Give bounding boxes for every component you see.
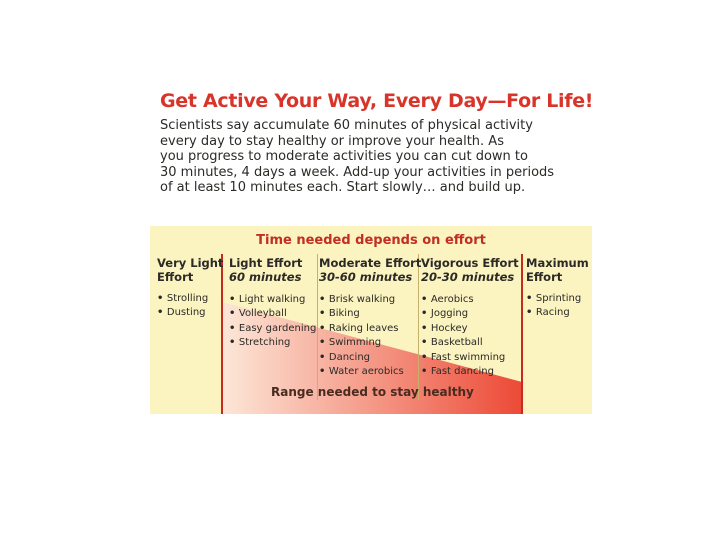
- effort-column-maximum: [526, 256, 589, 321]
- activity-item: • Raking leaves: [319, 322, 421, 336]
- page-title: Get Active Your Way, Every Day—For Life!: [160, 90, 594, 112]
- chart-title: Time needed depends on effort: [256, 233, 486, 248]
- activity-item: • Aerobics: [421, 293, 519, 307]
- activity-list: [526, 292, 589, 321]
- column-duration: 60 minutes: [229, 270, 302, 284]
- effort-column-very-light: [157, 256, 223, 321]
- intro-line: Scientists say accumulate 60 minutes of physical activity: [160, 118, 533, 133]
- activity-item: • Swimming: [319, 336, 421, 350]
- intro-line: 30 minutes, 4 days a week. Add-up your activities in periods: [160, 164, 555, 180]
- activity-item: • Water aerobics: [319, 365, 421, 379]
- intro-paragraph: [160, 118, 580, 196]
- column-heading: Very Light: [157, 256, 224, 270]
- activity-item: • Dancing: [319, 351, 421, 365]
- effort-column-vigorous: [421, 256, 519, 379]
- activity-item: • Racing: [526, 306, 589, 320]
- intro-line: every day to stay healthy or improve your health. As: [160, 133, 504, 149]
- intro-line: of at least 10 minutes each. Start slowly… and build up.: [160, 180, 526, 196]
- activity-item: • Stretching: [229, 336, 316, 350]
- activity-item: • Jogging: [421, 307, 519, 321]
- activity-item: • Sprinting: [526, 292, 589, 306]
- intro-line: you progress to moderate activities you can cut down to: [160, 149, 528, 165]
- activity-item: • Strolling: [157, 292, 223, 306]
- effort-chart: [150, 226, 592, 414]
- activity-item: • Fast swimming: [421, 351, 519, 365]
- column-duration: 20-30 minutes: [421, 270, 515, 284]
- column-heading: Vigorous Effort: [421, 256, 519, 270]
- activity-item: • Biking: [319, 307, 421, 321]
- column-heading: Light Effort: [229, 256, 303, 270]
- effort-column-light: [229, 256, 316, 351]
- activity-item: • Dusting: [157, 306, 223, 320]
- activity-item: • Brisk walking: [319, 293, 421, 307]
- activity-item: • Basketball: [421, 336, 519, 350]
- activity-list: [157, 292, 223, 321]
- column-heading: Moderate Effort: [319, 256, 422, 270]
- activity-list: [229, 293, 316, 351]
- activity-item: • Hockey: [421, 322, 519, 336]
- column-duration: 30-60 minutes: [319, 270, 413, 284]
- column-heading: Effort: [526, 270, 563, 284]
- activity-list: [421, 293, 519, 379]
- healthy-range-label: Range needed to stay healthy: [271, 385, 474, 399]
- activity-item: • Light walking: [229, 293, 316, 307]
- effort-column-moderate: [319, 256, 421, 379]
- activity-item: • Fast dancing: [421, 365, 519, 379]
- column-heading: Effort: [157, 270, 194, 284]
- activity-item: • Volleyball: [229, 307, 316, 321]
- activity-item: • Easy gardening: [229, 322, 316, 336]
- column-heading: Maximum: [526, 256, 589, 270]
- column-divider: [317, 254, 318, 400]
- activity-list: [319, 293, 421, 379]
